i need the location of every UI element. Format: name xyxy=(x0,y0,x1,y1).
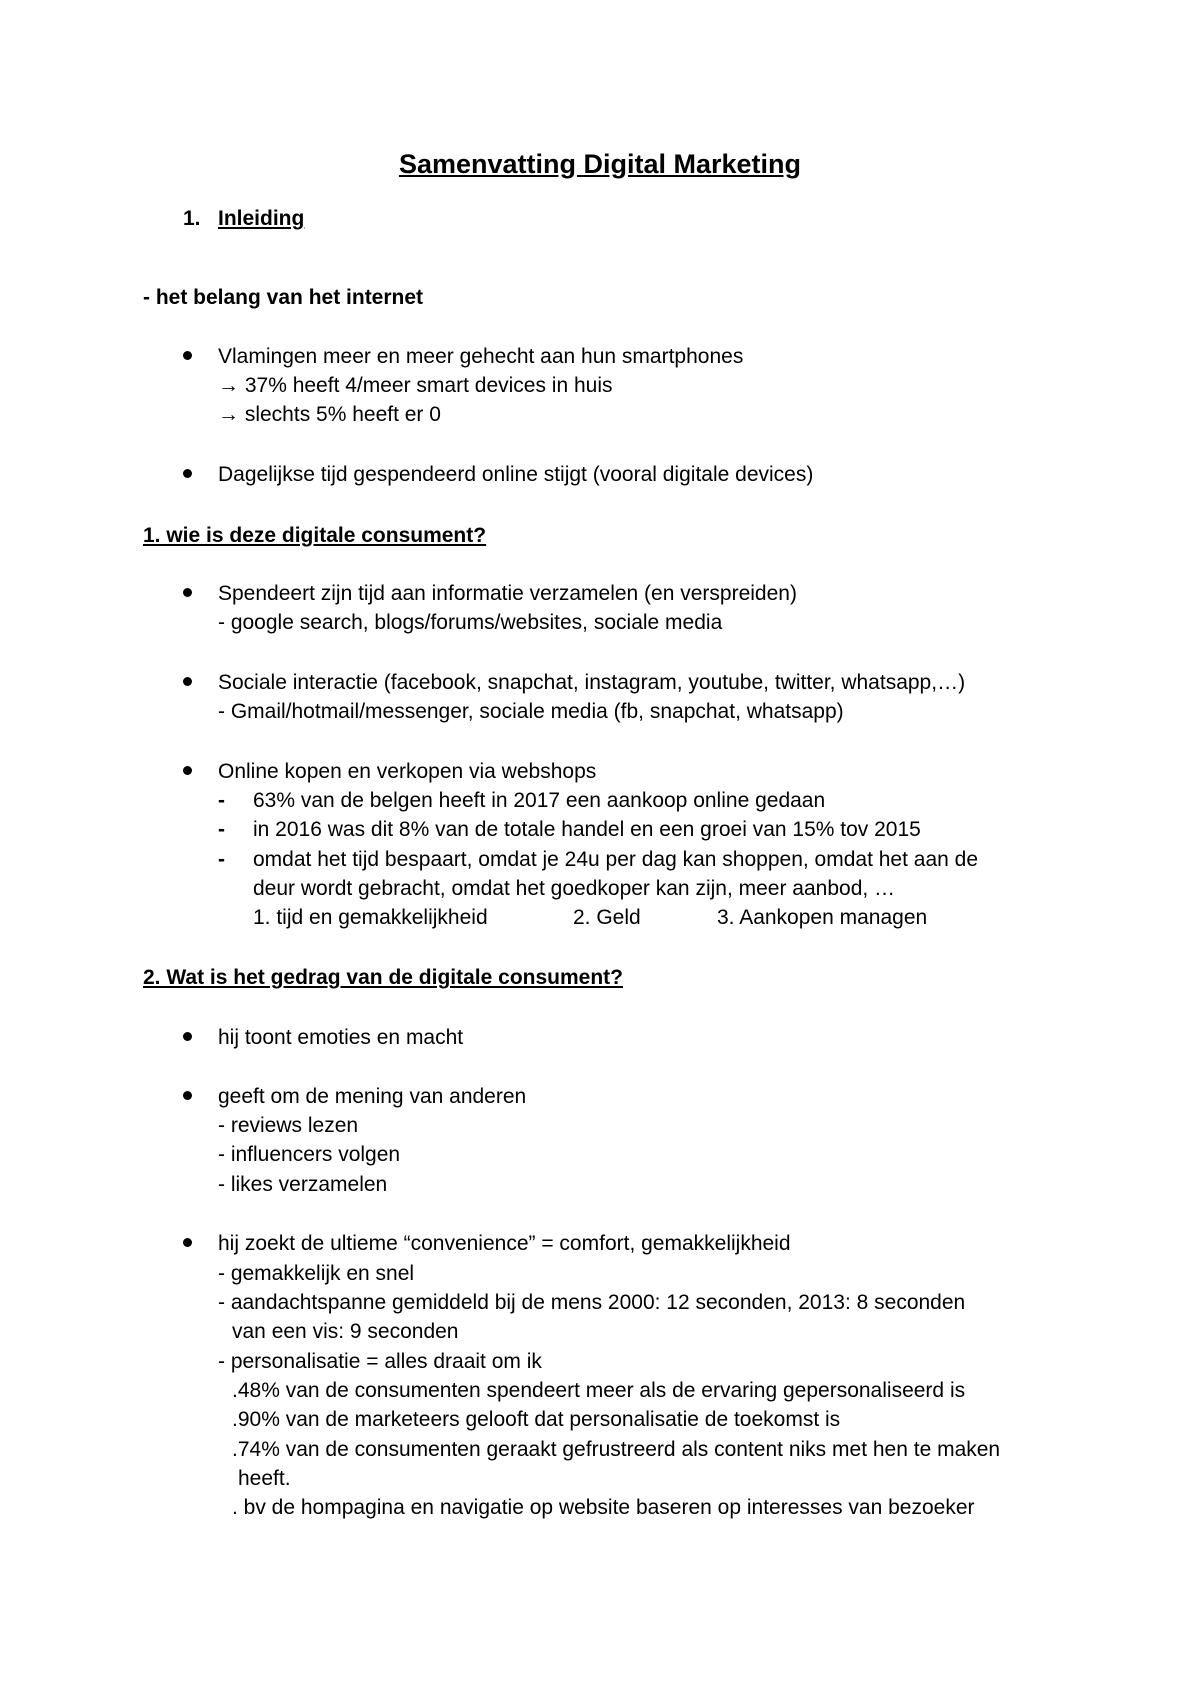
intro-subheading: - het belang van het internet xyxy=(143,286,424,309)
list-item: → 37% heeft 4/meer smart devices in huis xyxy=(218,374,613,397)
list-item: 63% van de belgen heeft in 2017 een aankoop online gedaan xyxy=(253,789,826,812)
reason-item: 2. Geld xyxy=(573,906,641,929)
list-item: Vlamingen meer en meer gehecht aan hun smartphones xyxy=(218,345,744,368)
list-item: - reviews lezen xyxy=(218,1114,359,1137)
bullet-icon xyxy=(183,766,192,775)
bullet-icon xyxy=(183,1032,192,1041)
section-heading: Inleiding xyxy=(218,207,305,230)
reason-item: 1. tijd en gemakkelijkheid xyxy=(253,906,488,929)
list-item: - Gmail/hotmail/messenger, sociale media (fb, snapchat, whatsapp) xyxy=(218,700,844,723)
list-item: in 2016 was dit 8% van de totale handel en een groei van 15% tov 2015 xyxy=(253,818,921,841)
list-item: - personalisatie = alles draait om ik xyxy=(218,1350,542,1373)
bullet-icon xyxy=(183,1091,192,1100)
list-item: Spendeert zijn tijd aan informatie verzamelen (en verspreiden) xyxy=(218,582,797,605)
list-item: hij toont emoties en macht xyxy=(218,1026,464,1049)
question-heading: 1. wie is deze digitale consument? xyxy=(143,524,487,547)
bullet-icon xyxy=(183,351,192,360)
question-heading: 2. Wat is het gedrag van de digitale consument? xyxy=(143,966,623,989)
list-item: - aandachtspanne gemiddeld bij de mens 2000: 12 seconden, 2013: 8 seconden xyxy=(218,1291,966,1314)
list-item: van een vis: 9 seconden xyxy=(232,1320,459,1343)
list-item: - gemakkelijk en snel xyxy=(218,1262,415,1285)
dash-marker: - xyxy=(218,818,225,841)
bullet-icon xyxy=(183,677,192,686)
list-item: heeft. xyxy=(238,1467,291,1490)
bullet-icon xyxy=(183,1238,192,1247)
list-item: Sociale interactie (facebook, snapchat, instagram, youtube, twitter, whatsapp,…) xyxy=(218,671,966,694)
list-item: . bv de hompagina en navigatie op website baseren op interesses van bezoeker xyxy=(232,1496,975,1519)
list-item: Online kopen en verkopen via webshops xyxy=(218,760,597,783)
list-item: - influencers volgen xyxy=(218,1143,401,1166)
reason-item: 3. Aankopen managen xyxy=(717,906,928,929)
page-title: Samenvatting Digital Marketing xyxy=(398,149,802,179)
list-item: .48% van de consumenten spendeert meer als de ervaring gepersonaliseerd is xyxy=(232,1379,966,1402)
bullet-icon xyxy=(183,588,192,597)
list-item: geeft om de mening van anderen xyxy=(218,1085,527,1108)
section-number: 1. xyxy=(183,207,201,230)
list-item: deur wordt gebracht, omdat het goedkoper kan zijn, meer aanbod, … xyxy=(253,877,896,900)
list-item: - likes verzamelen xyxy=(218,1173,388,1196)
list-item: .74% van de consumenten geraakt gefrustreerd als content niks met hen te maken xyxy=(232,1438,1001,1461)
list-item: omdat het tijd bespaart, omdat je 24u per dag kan shoppen, omdat het aan de xyxy=(253,848,979,871)
bullet-icon xyxy=(183,469,192,478)
dash-marker: - xyxy=(218,789,225,812)
list-item: → slechts 5% heeft er 0 xyxy=(218,403,441,426)
list-item: Dagelijkse tijd gespendeerd online stijgt (vooral digitale devices) xyxy=(218,463,814,486)
list-item: .90% van de marketeers gelooft dat personalisatie de toekomst is xyxy=(232,1408,841,1431)
list-item: hij zoekt de ultieme “convenience” = comfort, gemakkelijkheid xyxy=(218,1232,791,1255)
dash-marker: - xyxy=(218,848,225,871)
list-item: - google search, blogs/forums/websites, sociale media xyxy=(218,611,723,634)
